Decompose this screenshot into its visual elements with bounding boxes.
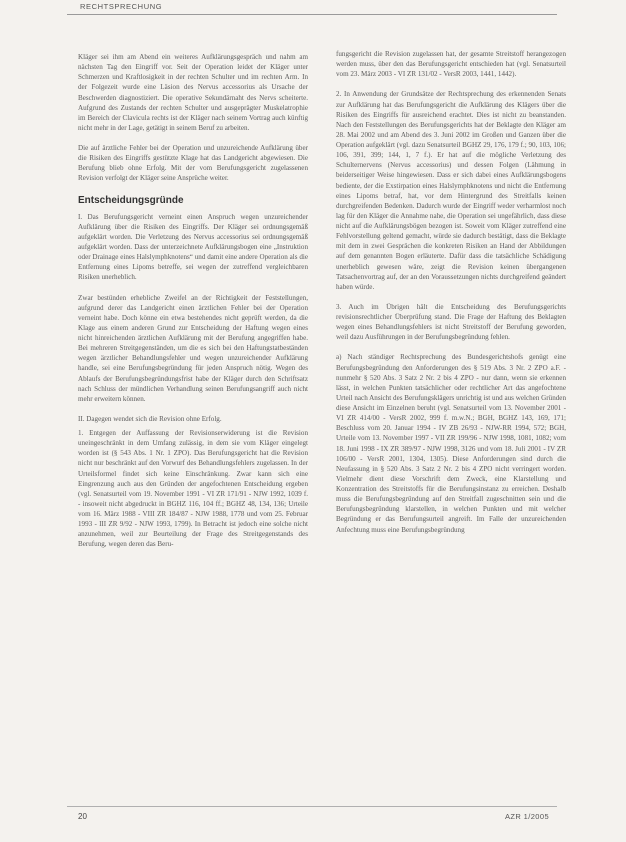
section-title: Entscheidungsgründe [78,194,184,206]
paragraph: Die auf ärztliche Fehler bei der Operation und unzureichende Aufklärung über die Risiken des Eingriffs gestützte Klage hat das Landgericht abgewiesen. Die Berufung blieb ohne Erfolg. Mit der vom Berufungsgericht zugelassenen Revision verfolgt der Kläger seine Ansprüche weiter. [78,144,308,183]
left-column [78,52,308,560]
footer-rule [67,806,557,807]
paragraph: 3. Auch im Übrigen hält die Entscheidung des Berufungsgerichts revisionsrechtlicher Überprüfung stand. Die Frage der Haftung des Beklagten wegen eines Behandlungsfehlers ist nicht Streitstoff der Berufung geworden, weil dazu Ausführungen in der Berufungsbegründung fehlen. [336,302,566,342]
paragraph: 2. In Anwendung der Grundsätze der Rechtsprechung des erkennenden Senats zur Aufklärung hat das Berufungsgericht die Aufklärung des Klägers über die Risiken des Eingriffs für ausreichend erachtet. Dies ist nicht zu beanstanden. Nach den Feststellungen des Berufungsgerichts hat der Beklagte den Kläger am 28. Mai 2002 und am Abend des 3. Juni 2002 im Großen und Ganzen über die Operation aufgeklärt (vgl. dazu Senatsurteil BGHZ 29, 176, 179 f.; 90, 103, 106; 106, 391, 399; 144, 1, 7 f.). Er hat auf die mögliche Verletzung des Schulternervens (Nervus accessorius) und dessen Folgen (Lähmung in beiderseitiger Weise hingewiesen. Dass er sich dabei eines Aufklärungsbogens bediente, der die Exstirpation eines Halslymphknotens und nicht die Entfernung eines Lipoms betraf, hat, vor dem Hintergrund des Streitfalls keinen durchgreifenden Bedenken. Dadurch wurde der Eingriff weder verharmlost noch lag für den Kläger die Annahme nahe, die Operation sei ungefährlich, dass diese nicht auf die Aufklärungsbögen bezogen ist. Soweit vom Kläger zutreffend eine Fehlvorstellung geltend gemacht, würde sie dadurch bestätigt, dass die Beklagte mit dem in zwei Gesprächen die konkreten Risiken an Hand der Abbildungen auf dem genannten Bogen erläuterte. Dafür dass die tatsächliche Schädigung unerheblich gewesen wäre, zeigt die Revision keinen übergangenen Tatsachenvortrag auf, der an den Voraussetzungen nichts durchgreifend geändert haben würde. [336,90,566,291]
paragraph: fungsgericht die Revision zugelassen hat, der gesamte Streitstoff herangezogen werden muss, über den das Berufungsgericht entschieden hat (vgl. Senatsurteil vom 23. März 2003 - VI ZR 131/02 - VersR 2003, 1441, 1442). [336,50,566,79]
header-rule [67,14,557,15]
journal-reference: AZR 1/2005 [505,812,550,821]
paragraph: Zwar bestünden erhebliche Zweifel an der Richtigkeit der Feststellungen, aufgrund derer das Landgericht einen ärztlichen Fehler bei der Operation verneint habe. Doch könne ein etwa bestehendes nicht geprüft werden, da die Klage aus einem anderen Grund zur Entscheidung der Haftung wegen eines nicht hinreichenden ärztlichen Aufklärung mit der Berufung angegriffen habe. Bei mehreren Streitgegenständen, um die es sich bei den Haftungstatbeständen wegen ärztlicher Behandlungsfehler und wegen unzureichender Aufklärung handle, sei eine Berufungsbegründung für jeden Anspruch nötig. Wegen des Ablaufs der Berufungsbegründungsfrist habe der Kläger durch den Schriftsatz nach Schluss der mündlichen Verhandlung seinen Berufungsangriff auch nicht mehr erweitern können. [78,293,308,403]
right-column [336,49,566,545]
paragraph: II. Dagegen wendet sich die Revision ohne Erfolg. [78,414,222,423]
page-number: 20 [78,812,87,821]
paragraph: I. Das Berufungsgericht verneint einen Anspruch wegen unzureichender Aufklärung über die Risiken des Eingriffs. Der Kläger sei ordnungsgemäß aufgeklärt worden. Die Verletzung des Nervus accessorius sei ordnungsgemäß aufgeklärt worden. Dass der unterzeichnete Aufklärungsbogen eine „Instruktion oder Drainage eines Halslymphknotens“ und damit eine andere Operation als die Entfernung eines Lipoms betreffe, sei wegen der zutreffend vergleichbaren Risiken unerheblich. [78,212,308,282]
paragraph: 1. Entgegen der Auffassung der Revisionserwiderung ist die Revision uneingeschränkt in dem Umfang zulässig, in dem sie vom Kläger eingelegt worden ist (§ 543 Abs. 1 Nr. 1 ZPO). Das Berufungsgericht hat die Revision nicht nur beschränkt auf den Vorwurf des Behandlungsfehlers zugelassen. In der Urteilsformel findet sich keine Einschränkung. Zwar kann sich eine Eingrenzung auch aus den Gründen der angefochtenen Entscheidung ergeben (vgl. Senatsurteil vom 19. November 1991 - VI ZR 171/91 - NJW 1992, 1039 f. - insoweit nicht abgedruckt in BGHZ 116, 104 ff.; BGHZ 48, 134, 136; Urteile vom 16. März 1988 - VIII ZR 184/87 - NJW 1988, 1778 und vom 25. Februar 1993 - III ZR 9/92 - NJW 1993, 1799). In Betracht ist jedoch eine solche nicht anzunehmen, weil zur Beurteilung der Frage des Streitgegenstands des Berufung, wegen deren das Beru- [78,429,308,549]
paragraph: a) Nach ständiger Rechtsprechung des Bundesgerichtshofs genügt eine Berufungsbegründung den Anforderungen des § 519 Abs. 3 Nr. 2 ZPO a.F. - nunmehr § 520 Abs. 3 Satz 2 Nr. 2 bis 4 ZPO - nur dann, wenn sie erkennen lässt, in welchen Punkten tatsächlicher oder rechtlicher Art das angefochtene Urteil nach Ansicht des Berufungsklägers unrichtig ist und aus welchen Gründen diese Ansicht im Einzelnen beruht (vgl. Senatsurteil vom 13. November 2001 - VI ZR 414/00 - VersR 2002, 999 f. m.w.N.; BGH, BGHZ 143, 169, 171; Beschluss vom 20. Januar 1994 - IV ZB 26/93 - NJW-RR 1994, 572; BGH, Urteile vom 13. November 1997 - VII ZR 199/96 - NJW 1998, 1081, 1082; vom 18. Juni 1998 - IX ZR 389/97 - NJW 1998, 3126 und vom 18. Juli 2001 - IV ZR 106/00 - VersR 2001, 1304, 1305). Diese Anforderungen sind durch die Neufassung in § 520 Abs. 3 Satz 2 Nr. 2 bis 4 ZPO nicht verringert worden. Vielmehr dient diese Vorschrift dem Zweck, eine Klarstellung und Konzentration des Streitstoffs für die Berufungsinstanz zu erreichen. Deshalb muss die Berufungsbegründung auf den Streitfall zugeschnitten sein und die Berufungsbegründung klarstellen, in welchen Punkten und mit welcher Begründung er das Berufungsurteil angreift. Im Falle der unzureichenden Anfechtung muss eine Berufungsbegründung [336,353,566,534]
paragraph: Kläger sei ihm am Abend ein weiteres Aufklärungsgespräch und nahm am nächsten Tag den Eingriff vor. Seit der Operation leidet der Kläger unter Schmerzen und Kraftlosigkeit in der rechten Schulter und im rechten Arm. In der Folgezeit wurde eine Läsion des Nervus accessorius als Ursache der Beschwerden diagnostiziert. Die operative Sekundärnaht des Nervs scheiterte. Aufgrund des Zustands der rechten Schulter und ausgeprägter Muskelatrophie im Bereich der Clavicula rechts ist der Kläger nach seinem Vortrag auch künftig nicht mehr in der Lage, getätigt in seinem Beruf zu arbeiten. [78,53,308,132]
section-header: RECHTSPRECHUNG [80,2,163,11]
